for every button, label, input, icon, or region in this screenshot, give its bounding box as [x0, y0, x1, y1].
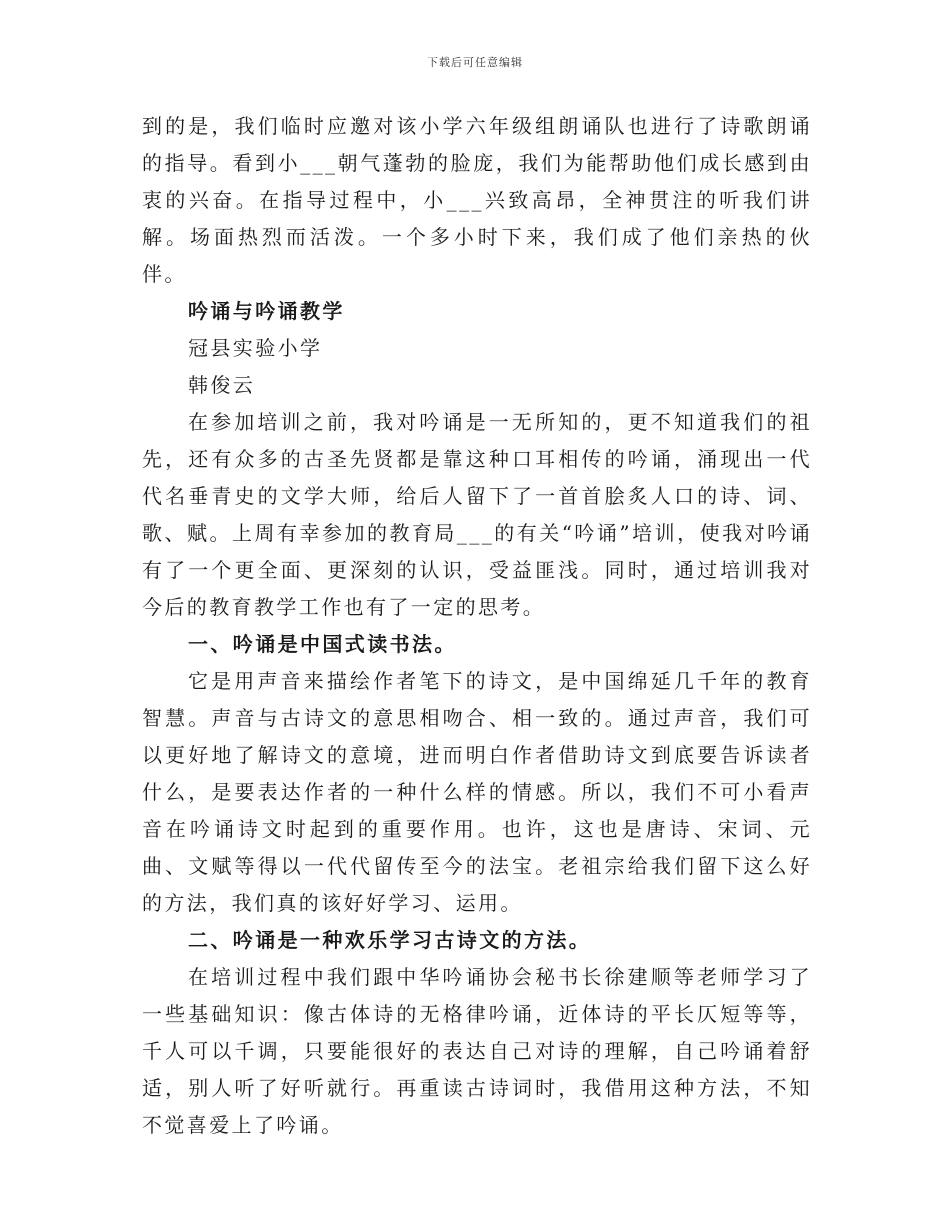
author-school: 冠县实验小学 [188, 336, 323, 360]
paragraph-section-2: 在培训过程中我们跟中华吟诵协会秘书长徐建顺等老师学习了一些基础知识：像古体诗的无格律吟诵，近体诗的平长仄短等等，千人可以千调，只要能很好的表达自己对诗的理解，自己吟诵着舒适，别人听了好听就行。再重读古诗词时，我借用这种方法，不知不觉喜爱上了吟诵。 [142, 965, 812, 1137]
paragraph-continuation: 到的是，我们临时应邀对该小学六年级组朗诵队也进行了诗歌朗诵的指导。看到小___朝气蓬勃的脸庞，我们为能帮助他们成长感到由衷的兴奋。在指导过程中，小___兴致高昂，全神贯注的听我们讲解。场面热烈而活泼。一个多小时下来，我们成了他们亲热的伙伴。 [142, 114, 812, 286]
author-name: 韩俊云 [188, 373, 256, 397]
section-heading-2: 二、吟诵是一种欢乐学习古诗文的方法。 [188, 928, 592, 952]
paragraph-intro: 在参加培训之前，我对吟诵是一无所知的，更不知道我们的祖先，还有众多的古圣先贤都是靠这种口耳相传的吟诵，涌现出一代代名垂青史的文学大师，给后人留下了一首首脍炙人口的诗、词、歌、赋。上周有幸参加的教育局___的有关“吟诵”培训，使我对吟诵有了一个更全面、更深刻的认识，受益匪浅。同时，通过培训我对今后的教育教学工作也有了一定的思考。 [142, 410, 812, 619]
page-header: 下载后可任意编辑 [427, 56, 523, 69]
article-title: 吟诵与吟诵教学 [188, 299, 345, 323]
section-heading-1: 一、吟诵是中国式读书法。 [188, 632, 457, 656]
paragraph-section-1: 它是用声音来描绘作者笔下的诗文，是中国绵延几千年的教育智慧。声音与古诗文的意思相吻合、相一致的。通过声音，我们可以更好地了解诗文的意境，进而明白作者借助诗文到底要告诉读者什么，是要表达作者的一种什么样的情感。所以，我们不可小看声音在吟诵诗文时起到的重要作用。也许，这也是唐诗、宋词、元曲、文赋等得以一代代留传至今的法宝。老祖宗给我们留下这么好的方法，我们真的该好好学习、运用。 [142, 669, 812, 915]
document-body [142, 108, 812, 1144]
